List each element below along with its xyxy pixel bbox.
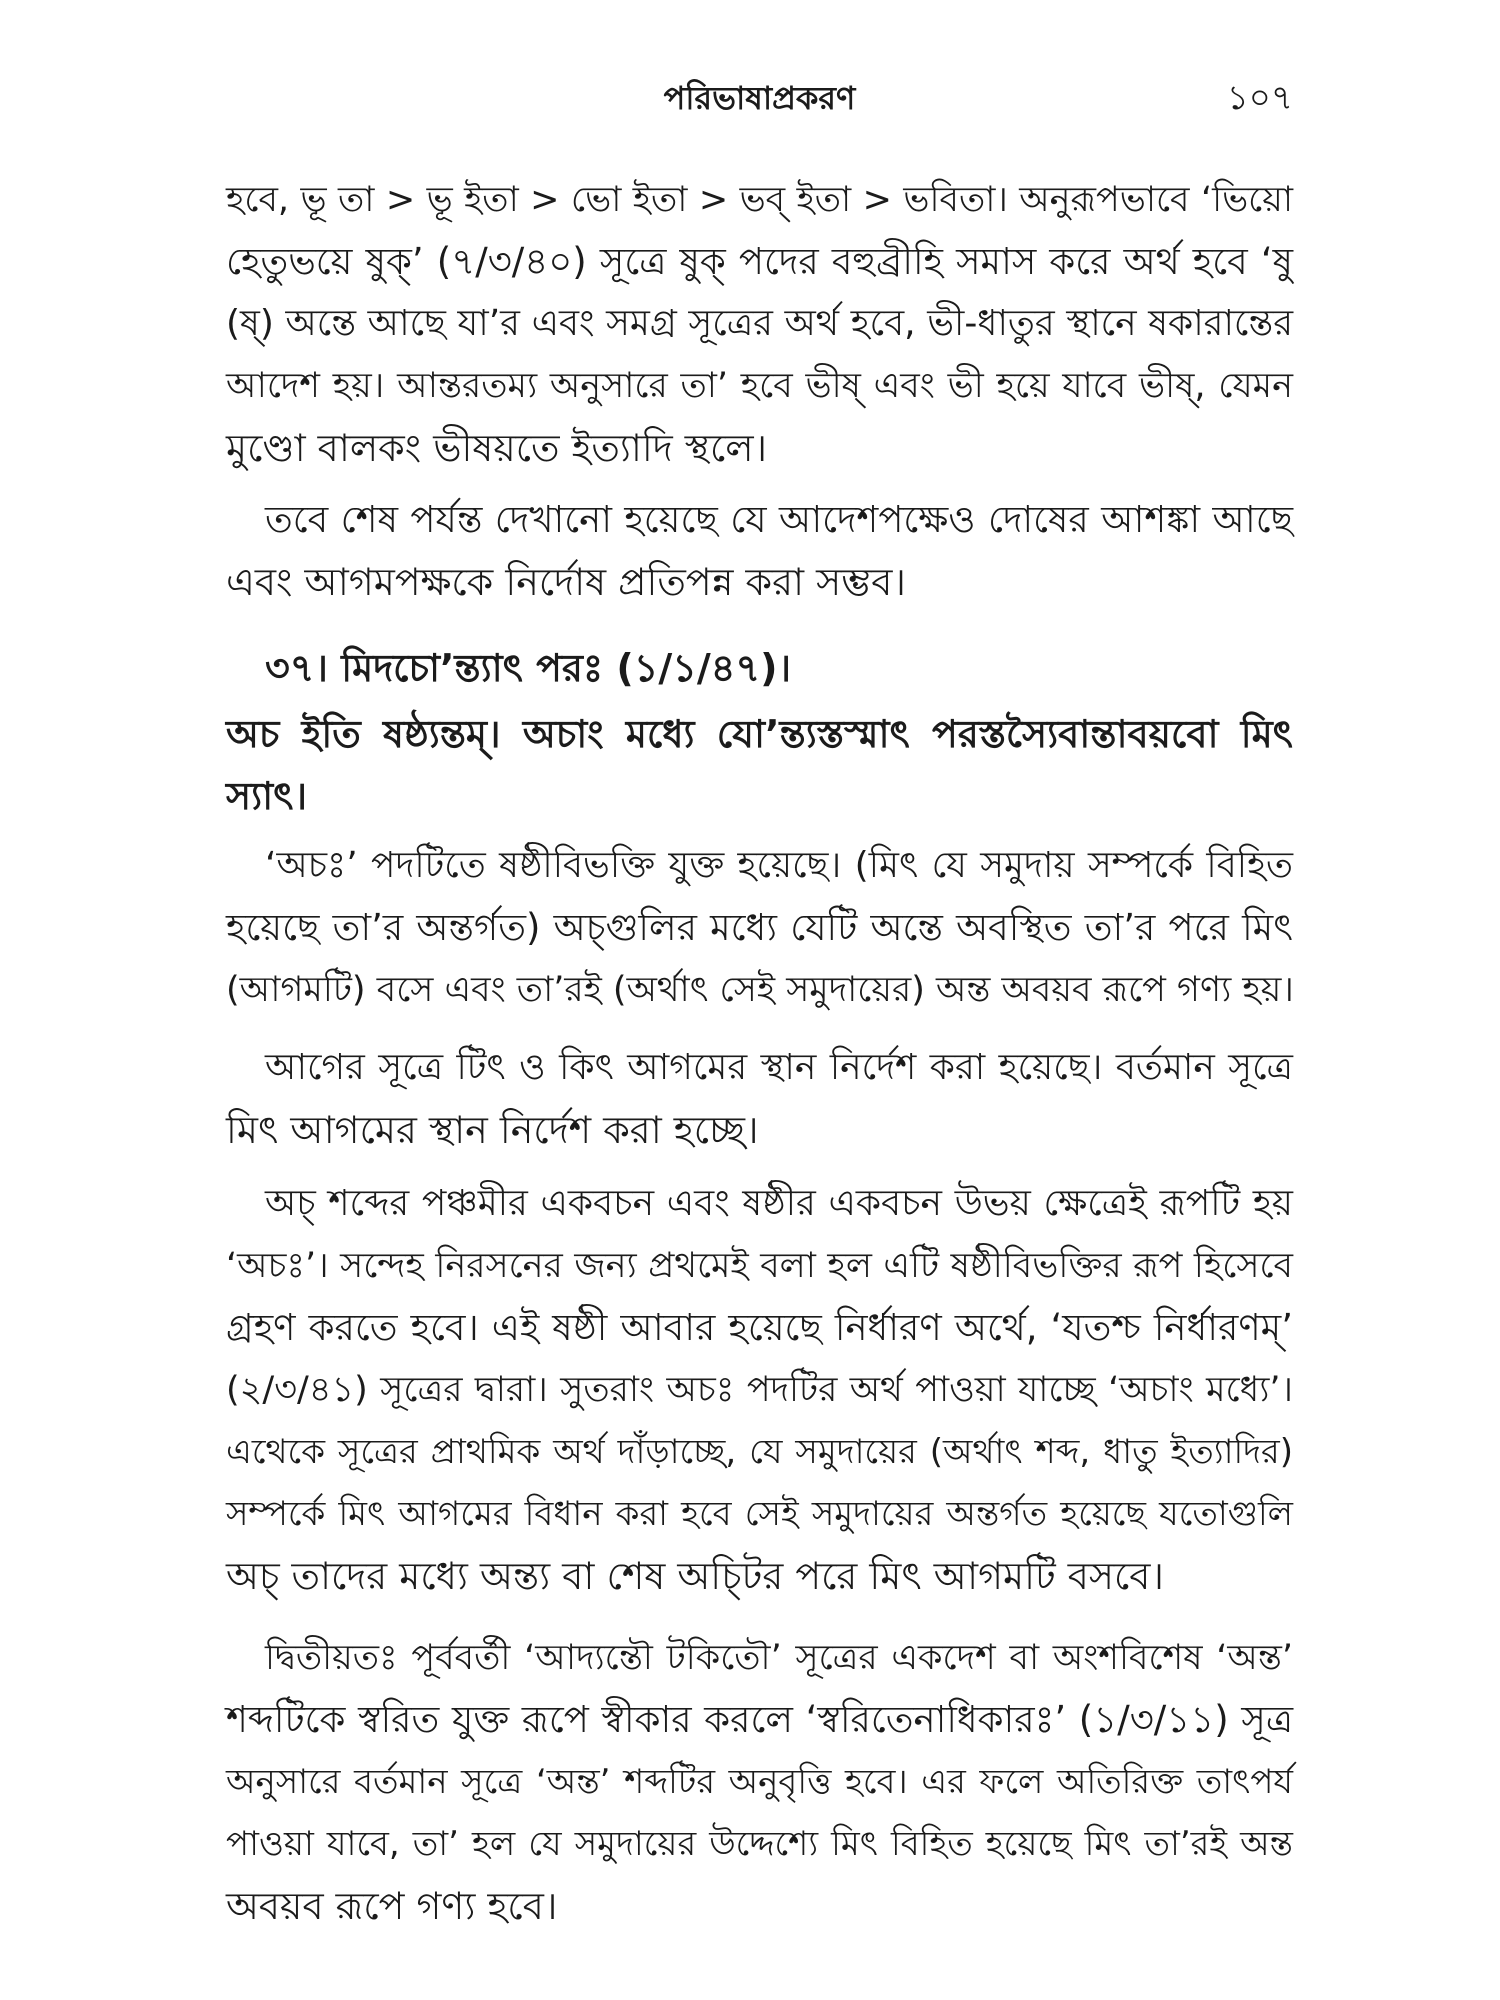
text-line: শব্দটিকে স্বরিত যুক্ত রূপে স্বীকার করলে ‘স্বরিতেনাধিকারঃ’ (১/৩/১১) সূত্র <box>226 1698 1293 1741</box>
paragraph <box>226 835 1293 1021</box>
text-line: অচ্ তাদের মধ্যে অন্ত্য বা শেষ অচ্টির পরে মিৎ আগমটি বসবে। <box>226 1554 1165 1598</box>
paragraph <box>226 1627 1293 1937</box>
text-line: আদেশ হয়। আন্তরতম্য অনুসারে তা’ হবে ভীষ্ এবং ভী হয়ে যাবে ভীষ্, যেমন <box>226 366 1293 406</box>
text-line: (আগমটি) বসে এবং তা’রই (অর্থাৎ সেই সমুদায়ের) অন্ত অবয়ব রূপে গণ্য হয়। <box>226 970 1294 1010</box>
text-line: অবয়ব রূপে গণ্য হবে। <box>226 1884 558 1928</box>
paragraph-continuation <box>226 169 1293 479</box>
text-line: হয়েছে তা’র অন্তর্গত) অচ্গুলির মধ্যে যেটি অন্তে অবস্থিত তা’র পরে মিৎ <box>226 906 1293 949</box>
text-line: মিৎ আগমের স্থান নির্দেশ করা হচ্ছে। <box>226 1108 759 1152</box>
text-line: ‘অচঃ’। সন্দেহ নিরসনের জন্য প্রথমেই বলা হল এটি ষষ্ঠীবিভক্তির রূপ হিসেবে <box>226 1246 1293 1286</box>
text-line: এথেকে সূত্রের প্রাথমিক অর্থ দাঁড়াচ্ছে, যে সমুদায়ের (অর্থাৎ শব্দ, ধাতু ইত্যাদির) <box>226 1432 1293 1472</box>
text-line: হবে, ভূ তা > ভূ ইতা > ভো ইতা > ভব্ ইতা > ভবিতা। অনুরূপভাবে ‘ভিয়ো <box>226 180 1293 220</box>
chapter-title: পরিভাষাপ্রকরণ <box>663 79 856 117</box>
text-line: আগের সূত্রে টিৎ ও কিৎ আগমের স্থান নির্দেশ করা হয়েছে। বর্তমান সূত্রে <box>265 1047 1293 1088</box>
text-line: এবং আগমপক্ষকে নির্দোষ প্রতিপন্ন করা সম্ভব। <box>226 560 906 604</box>
vritti-text <box>226 703 1293 827</box>
text-line: তবে শেষ পর্যন্ত দেখানো হয়েছে যে আদেশপক্ষেও দোষের আশঙ্কা আছে <box>265 498 1293 541</box>
text-line: স্যাৎ। <box>226 774 308 818</box>
text-line: দ্বিতীয়তঃ পূর্ববর্তী ‘আদ্যন্তৌ টকিতৌ’ সূত্রের একদেশ বা অংশবিশেষ ‘অন্ত’ <box>265 1638 1293 1678</box>
text-line: অচ ইতি ষষ্ঠ্যন্তম্। অচাং মধ্যে যো’ন্ত্যস্তস্মাৎ পরস্তস্যৈবান্তাবয়বো মিৎ <box>226 712 1293 756</box>
paragraph <box>226 1173 1293 1607</box>
text-line: (ষ্) অন্তে আছে যা’র এবং সমগ্র সূত্রের অর্থ হবে, ভী-ধাতুর স্থানে ষকারান্তের <box>226 303 1293 344</box>
text-line: হেতুভয়ে ষুক্’ (৭/৩/৪০) সূত্রে ষুক্ পদের বহুব্রীহি সমাস করে অর্থ হবে ‘ষু <box>226 240 1293 283</box>
body-text <box>226 169 1293 1937</box>
text-line: সম্পর্কে মিৎ আগমের বিধান করা হবে সেই সমুদায়ের অন্তর্গত হয়েছে যতোগুলি <box>226 1494 1293 1534</box>
sutra-heading <box>226 637 1293 699</box>
text-line: গ্রহণ করতে হবে। এই ষষ্ঠী আবার হয়েছে নির্ধারণ অর্থে, ‘যতশ্চ নির্ধারণম্’ <box>226 1306 1293 1349</box>
text-line: ৩৭। মিদচো’ন্ত্যাৎ পরঃ (১/১/৪৭)। <box>265 646 792 690</box>
paragraph <box>226 1037 1293 1161</box>
paragraph <box>226 489 1293 613</box>
text-line: পাওয়া যাবে, তা’ হল যে সমুদায়ের উদ্দেশ্যে মিৎ বিহিত হয়েছে মিৎ তা’রই অন্ত <box>226 1824 1293 1864</box>
page-number: ১০৭ <box>1226 78 1293 118</box>
text-line: মুণ্ডো বালকং ভীষয়তে ইত্যাদি স্থলে। <box>226 426 768 470</box>
text-line: ‘অচঃ’ পদটিতে ষষ্ঠীবিভক্তি যুক্ত হয়েছে। (মিৎ যে সমুদায় সম্পর্কে বিহিত <box>265 845 1293 886</box>
text-line: অনুসারে বর্তমান সূত্রে ‘অন্ত’ শব্দটির অনুবৃত্তি হবে। এর ফলে অতিরিক্ত তাৎপর্য <box>226 1762 1293 1802</box>
text-line: অচ্ শব্দের পঞ্চমীর একবচন এবং ষষ্ঠীর একবচন উভয় ক্ষেত্রেই রূপটি হয় <box>265 1183 1293 1224</box>
running-header <box>226 70 1293 126</box>
text-line: (২/৩/৪১) সূত্রের দ্বারা। সুতরাং অচঃ পদটির অর্থ পাওয়া যাচ্ছে ‘অচাং মধ্যে’। <box>226 1370 1293 1410</box>
